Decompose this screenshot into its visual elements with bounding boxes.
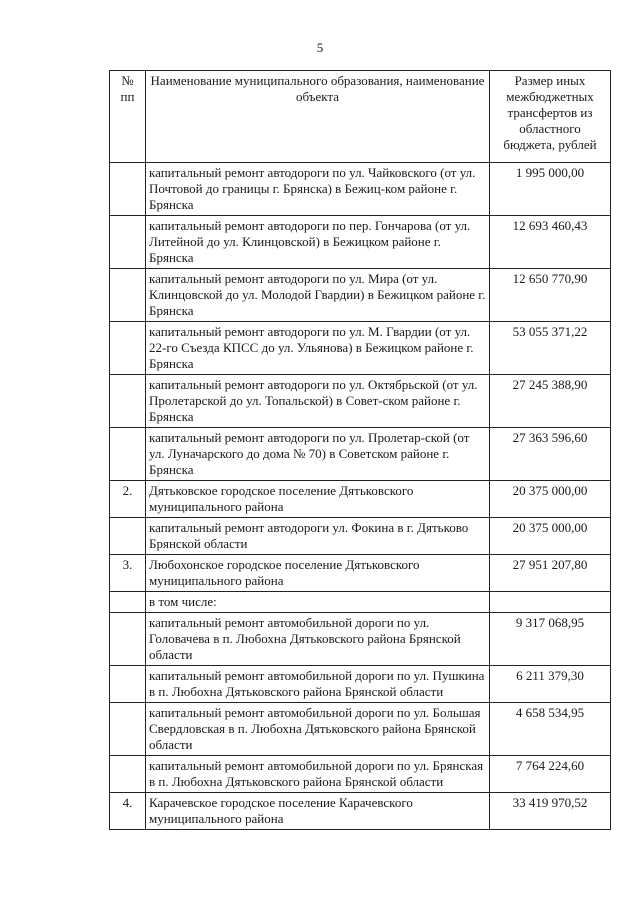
row-name: капитальный ремонт автомобильной дороги по ул. Пушкина в п. Любохна Дятьковского района Брянской области (146, 666, 490, 703)
row-name: Карачевское городское поселение Карачевского муниципального района (146, 793, 490, 830)
row-number (110, 163, 146, 216)
row-amount: 20 375 000,00 (490, 518, 611, 555)
row-number: 4. (110, 793, 146, 830)
row-number (110, 322, 146, 375)
row-name: капитальный ремонт автодороги по ул. Пролетар-ской (от ул. Луначарского до дома № 70) в Советском районе г. Брянска (146, 428, 490, 481)
row-name: капитальный ремонт автомобильной дороги по ул. Брянская в п. Любохна Дятьковского района Брянской области (146, 756, 490, 793)
row-amount: 27 245 388,90 (490, 375, 611, 428)
row-amount: 1 995 000,00 (490, 163, 611, 216)
row-number (110, 666, 146, 703)
row-number (110, 428, 146, 481)
row-number (110, 269, 146, 322)
row-amount: 20 375 000,00 (490, 481, 611, 518)
row-name: капитальный ремонт автомобильной дороги по ул. Головачева в п. Любохна Дятьковского района Брянской области (146, 613, 490, 666)
table-row (110, 163, 611, 216)
table-row (110, 793, 611, 830)
row-number (110, 518, 146, 555)
row-name: в том числе: (146, 592, 490, 613)
row-amount: 12 693 460,43 (490, 216, 611, 269)
row-name: капитальный ремонт автодороги по ул. Мира (от ул. Клинцовской до ул. Молодой Гвардии) в Бежицком районе г. Брянска (146, 269, 490, 322)
row-name: Дятьковское городское поселение Дятьковского муниципального района (146, 481, 490, 518)
row-amount: 27 951 207,80 (490, 555, 611, 592)
row-number (110, 592, 146, 613)
row-name: капитальный ремонт автодороги по ул. Октябрьской (от ул. Пролетарской до ул. Топальской) в Совет-ском районе г. Брянска (146, 375, 490, 428)
row-number (110, 216, 146, 269)
table-row (110, 481, 611, 518)
table-header-row (110, 71, 611, 163)
row-name: капитальный ремонт автодороги по ул. Чайковского (от ул. Почтовой до границы г. Брянска) в Бежиц-ком районе г. Брянска (146, 163, 490, 216)
row-amount: 33 419 970,52 (490, 793, 611, 830)
table-row (110, 555, 611, 592)
row-number: 3. (110, 555, 146, 592)
table-row (110, 269, 611, 322)
row-number (110, 756, 146, 793)
header-name: Наименование муниципального образования, наименование объекта (146, 71, 490, 163)
row-number (110, 375, 146, 428)
table-row (110, 518, 611, 555)
row-amount: 27 363 596,60 (490, 428, 611, 481)
table-row (110, 592, 611, 613)
row-name: капитальный ремонт автодороги по пер. Гончарова (от ул. Литейной до ул. Клинцовской) в Бежицком районе г. Брянска (146, 216, 490, 269)
row-number (110, 703, 146, 756)
table-row (110, 756, 611, 793)
table-body (110, 163, 611, 830)
row-name: капитальный ремонт автомобильной дороги по ул. Большая Свердловская в п. Любохна Дятьковского района Брянской области (146, 703, 490, 756)
row-amount: 7 764 224,60 (490, 756, 611, 793)
table-row (110, 322, 611, 375)
transfers-table (109, 70, 611, 830)
row-name: капитальный ремонт автодороги ул. Фокина в г. Дятьково Брянской области (146, 518, 490, 555)
row-amount: 4 658 534,95 (490, 703, 611, 756)
row-name: капитальный ремонт автодороги по ул. М. Гвардии (от ул. 22-го Съезда КПСС до ул. Ульянова) в Бежицком районе г. Брянска (146, 322, 490, 375)
row-number (110, 613, 146, 666)
table-row (110, 375, 611, 428)
table-row (110, 613, 611, 666)
row-amount: 6 211 379,30 (490, 666, 611, 703)
table-row (110, 216, 611, 269)
row-amount (490, 592, 611, 613)
table-row (110, 703, 611, 756)
row-amount: 9 317 068,95 (490, 613, 611, 666)
page-number: 5 (316, 40, 324, 55)
row-amount: 53 055 371,22 (490, 322, 611, 375)
header-number: № пп (110, 71, 146, 163)
header-amount: Размер иных межбюджетных трансфертов из областного бюджета, рублей (490, 71, 611, 163)
row-amount: 12 650 770,90 (490, 269, 611, 322)
row-number: 2. (110, 481, 146, 518)
table-row (110, 428, 611, 481)
row-name: Любохонское городское поселение Дятьковского муниципального района (146, 555, 490, 592)
table-row (110, 666, 611, 703)
